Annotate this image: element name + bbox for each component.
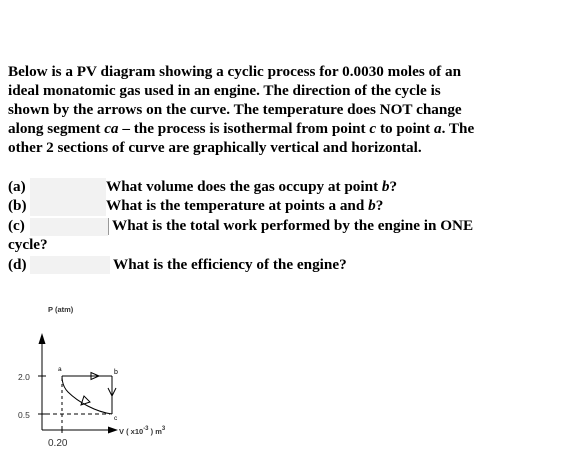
point-c-label: c [114, 415, 118, 422]
question-b-text-main: What is the temperature at points a and [106, 197, 369, 214]
question-c-label: (c) [8, 217, 25, 234]
y-axis-title: P (atm) [48, 305, 74, 314]
question-b-label: (b) [8, 197, 27, 214]
intro-line-1: Below is a PV diagram showing a cyclic process for 0.0030 moles of an [8, 63, 462, 80]
question-d-label: (d) [8, 256, 27, 273]
x-axis-title-post: ) m [148, 427, 162, 436]
y-tick-label-2: 2.0 [18, 372, 30, 382]
question-b-end: ? [375, 197, 384, 214]
y-tick-label-05: 0.5 [18, 410, 30, 420]
x-axis-arrow-icon [108, 427, 118, 434]
intro-line-4-a: along segment [8, 120, 105, 137]
x-axis-title-pre: V ( x10 [119, 427, 144, 436]
segment-ca: ca [104, 120, 119, 137]
x-axis-title-exponent: -3 [143, 426, 149, 432]
x-axis-title [119, 426, 166, 436]
x-tick-label-020: 0.20 [48, 438, 68, 449]
segment-ca [62, 376, 112, 414]
intro-line-3: shown by the arrows on the curve. The temperature does NOT change [8, 101, 462, 118]
question-a-end: ? [389, 178, 398, 195]
question-c-text: What is the total work performed by the engine in ONE [112, 217, 474, 234]
intro-line-5: other 2 sections of curve are graphically vertical and horizontal. [8, 139, 422, 156]
question-a-var: b [381, 178, 390, 195]
y-axis-arrow-icon [39, 333, 46, 344]
question-b-var: b [368, 197, 376, 214]
intro-line-2: ideal monatomic gas used in an engine. The direction of the cycle is [8, 82, 441, 99]
segment-ca-arrow-icon [81, 396, 90, 405]
point-c-ref: c [369, 120, 377, 137]
x-axis-title-unit-exponent: 3 [161, 426, 166, 432]
question-a-label: (a) [8, 178, 26, 195]
question-d-text: What is the efficiency of the engine? [113, 256, 347, 273]
intro-line-4-b: – the process is isothermal from point [118, 120, 370, 137]
intro-line-4-d: to point [376, 120, 434, 137]
point-a-label: a [58, 366, 62, 373]
point-a-ref: a [433, 120, 442, 137]
question-a-text-main: What volume does the gas occupy at point [106, 178, 382, 195]
question-c-continuation: cycle? [8, 236, 48, 253]
intro-line-4-f: . The [441, 120, 475, 137]
point-b-label: b [114, 369, 118, 376]
